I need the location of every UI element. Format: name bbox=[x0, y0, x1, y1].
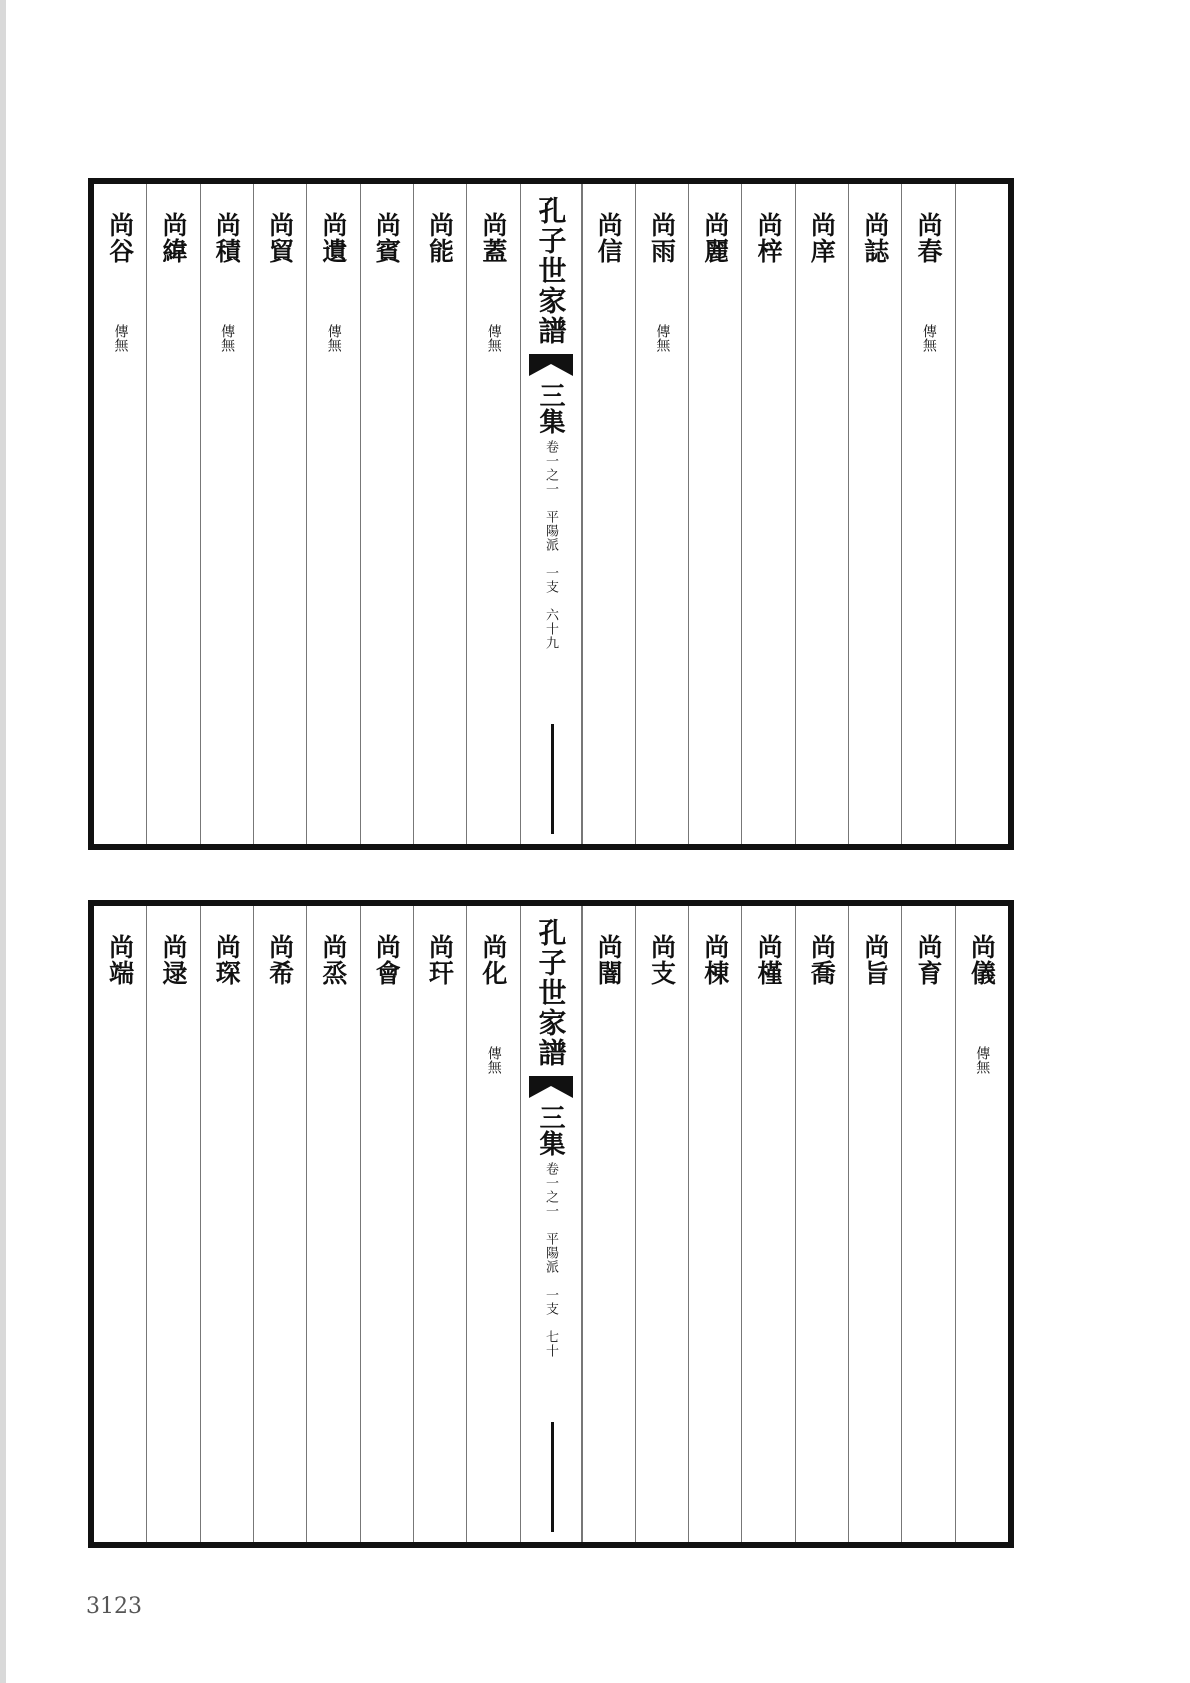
entry-column bbox=[901, 906, 954, 1542]
person-name: 尚喬 bbox=[807, 934, 837, 986]
entry-column bbox=[94, 906, 146, 1542]
entry-note: 傳無 bbox=[654, 324, 671, 352]
section-info: 卷一之一 平陽派 一支 六十九 bbox=[543, 440, 558, 650]
person-name: 尚遺 bbox=[318, 212, 348, 264]
person-name: 尚闇 bbox=[594, 934, 624, 986]
fishtail-mark-icon bbox=[529, 1076, 573, 1098]
person-name: 尚琛 bbox=[212, 934, 242, 986]
gutter-rule bbox=[551, 724, 554, 834]
person-name: 尚希 bbox=[265, 934, 295, 986]
entry-note: 傳無 bbox=[920, 324, 937, 352]
person-name: 尚端 bbox=[105, 934, 135, 986]
person-name: 尚麗 bbox=[700, 212, 730, 264]
person-name: 尚積 bbox=[212, 212, 242, 264]
person-name: 尚庠 bbox=[807, 212, 837, 264]
entry-note: 傳無 bbox=[325, 324, 342, 352]
entry-note: 傳無 bbox=[485, 1046, 502, 1074]
gutter-header bbox=[520, 184, 582, 844]
person-name: 尚緯 bbox=[158, 212, 188, 264]
entry-column bbox=[582, 906, 635, 1542]
entry-column bbox=[848, 184, 901, 844]
person-name: 尚賓 bbox=[372, 212, 402, 264]
entry-column bbox=[635, 906, 688, 1542]
person-name: 尚烝 bbox=[318, 934, 348, 986]
entry-note: 傳無 bbox=[485, 324, 502, 352]
entry-column bbox=[94, 184, 146, 844]
person-name: 尚梓 bbox=[754, 212, 784, 264]
book-title: 孔子世家譜 bbox=[534, 196, 568, 346]
person-name: 尚育 bbox=[914, 934, 944, 986]
entry-column bbox=[795, 184, 848, 844]
entry-column bbox=[795, 906, 848, 1542]
person-name: 尚支 bbox=[647, 934, 677, 986]
entry-column bbox=[466, 906, 519, 1542]
person-name: 尚春 bbox=[914, 212, 944, 264]
scan-edge bbox=[0, 0, 6, 1683]
entry-column bbox=[146, 184, 199, 844]
entry-column bbox=[253, 184, 306, 844]
entry-column bbox=[413, 184, 466, 844]
person-name: 尚信 bbox=[594, 212, 624, 264]
book-title: 孔子世家譜 bbox=[534, 918, 568, 1068]
gutter-rule bbox=[551, 1422, 554, 1532]
entry-column bbox=[306, 184, 359, 844]
entry-column bbox=[741, 184, 794, 844]
person-name: 尚化 bbox=[478, 934, 508, 986]
folio-number: 3123 bbox=[86, 1594, 142, 1619]
person-name: 尚能 bbox=[425, 212, 455, 264]
entry-note: 傳無 bbox=[112, 324, 129, 352]
entry-column bbox=[688, 184, 741, 844]
entry-column bbox=[200, 184, 253, 844]
entry-column bbox=[360, 184, 413, 844]
fishtail-mark-icon bbox=[529, 354, 573, 376]
entry-column bbox=[955, 906, 1008, 1542]
entry-column bbox=[688, 906, 741, 1542]
person-name: 尚會 bbox=[372, 934, 402, 986]
person-name: 尚蓋 bbox=[478, 212, 508, 264]
volume-label: 三集 bbox=[535, 1104, 565, 1156]
entry-column bbox=[200, 906, 253, 1542]
page-lower bbox=[88, 900, 1014, 1548]
entry-column bbox=[146, 906, 199, 1542]
entry-note: 傳無 bbox=[974, 1046, 991, 1074]
entry-column bbox=[582, 184, 635, 844]
entry-column bbox=[360, 906, 413, 1542]
section-info: 卷一之一 平陽派 一支 七十 bbox=[543, 1162, 558, 1358]
entry-column bbox=[741, 906, 794, 1542]
volume-label: 三集 bbox=[535, 382, 565, 434]
gutter-header bbox=[520, 906, 582, 1542]
person-name: 尚槿 bbox=[754, 934, 784, 986]
entry-column bbox=[635, 184, 688, 844]
column-grid bbox=[94, 184, 1008, 844]
person-name: 尚雨 bbox=[647, 212, 677, 264]
entry-column bbox=[901, 184, 954, 844]
page-upper bbox=[88, 178, 1014, 850]
entry-column bbox=[253, 906, 306, 1542]
column-grid bbox=[94, 906, 1008, 1542]
entry-column bbox=[466, 184, 519, 844]
person-name: 尚旨 bbox=[860, 934, 890, 986]
person-name: 尚玕 bbox=[425, 934, 455, 986]
person-name: 尚儀 bbox=[967, 934, 997, 986]
person-name: 尚貿 bbox=[265, 212, 295, 264]
entry-column bbox=[955, 184, 1008, 844]
entry-note: 傳無 bbox=[219, 324, 236, 352]
person-name: 尚誌 bbox=[860, 212, 890, 264]
person-name: 尚谷 bbox=[105, 212, 135, 264]
person-name: 尚逯 bbox=[158, 934, 188, 986]
person-name: 尚棟 bbox=[700, 934, 730, 986]
entry-column bbox=[306, 906, 359, 1542]
entry-column bbox=[413, 906, 466, 1542]
entry-column bbox=[848, 906, 901, 1542]
